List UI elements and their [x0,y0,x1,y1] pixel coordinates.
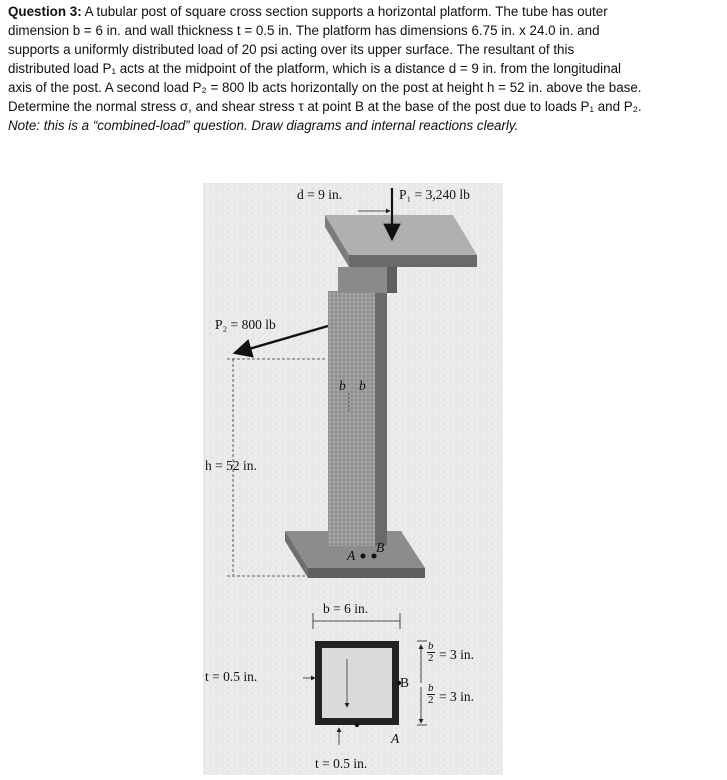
question-heading: Question 3: [8,4,82,19]
b-mark-left: b [339,378,346,393]
b-mark-right: b [359,378,366,393]
question-line-6: Determine the normal stress σ, and shear stress τ at point B at the base of the post due to loads P₁ and P₂. [8,99,642,114]
half-b-bottom-label: = 3 in. [439,689,474,704]
t-left-label: t = 0.5 in. [205,669,258,684]
section-b-label: B [400,675,410,690]
question-line-1: A tubular post of square cross section supports a horizontal platform. The tube has outer [84,4,608,19]
t-bottom-label: t = 0.5 in. [315,756,368,771]
h-label: h = 52 in. [205,458,257,473]
question-line-5: axis of the post. A second load P₂ = 800 lb acts horizontally on the post at height h = 52 in. above the base. [8,80,642,95]
point-a-dot [361,554,366,559]
post-figure [203,183,503,775]
p1-label: P₁ = 3,240 lb [399,187,470,202]
p2-label: P₂ = 800 lb [215,317,276,332]
post-diagram [203,183,503,775]
question-text [8,2,720,135]
post [328,291,387,546]
half-b-fraction-top: b 2 [428,640,434,664]
question-line-2: dimension b = 6 in. and wall thickness t = 0.5 in. The platform has dimensions 6.75 in. x 24.0 in. and [8,23,600,38]
point-a-label: A [347,548,356,563]
point-b-label: B [376,540,385,555]
question-line-7: Note: this is a “combined-load” question. Draw diagrams and internal reactions clearly. [8,118,519,133]
b-dimension-label: b = 6 in. [323,601,369,616]
half-b-top-label: = 3 in. [439,647,474,662]
question-line-4: distributed load P₁ acts at the midpoint of the platform, which is a distance d = 9 in. from the longitudinal [8,61,622,76]
half-b-fraction-bottom: b 2 [428,682,434,706]
question-line-3: supports a uniformly distributed load of 20 psi acting over its upper surface. The resultant of this [8,42,575,57]
d-label: d = 9 in. [297,187,343,202]
section-a-label: A [391,731,400,746]
